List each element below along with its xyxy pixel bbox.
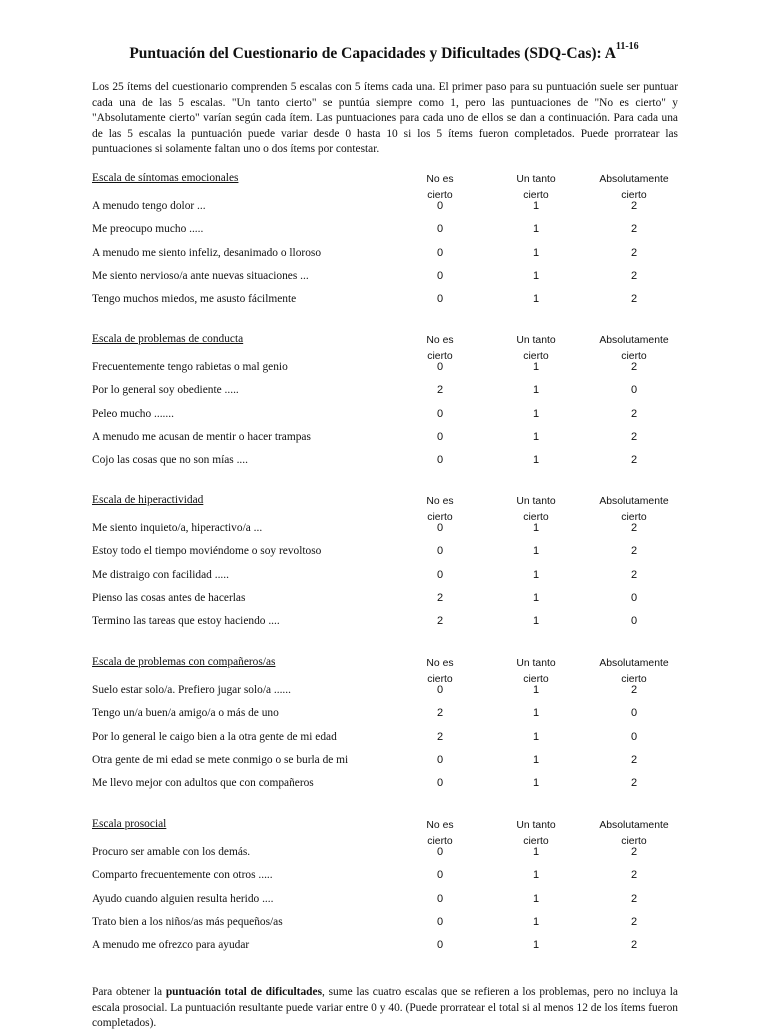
item-row (92, 846, 692, 869)
column-header-c1: No es cierto (426, 335, 454, 362)
item-score: 1 (532, 384, 540, 397)
item-score: 1 (532, 430, 540, 443)
item-label: Comparto frecuentemente con otros ..... (92, 869, 273, 882)
item-score: 1 (532, 915, 540, 928)
item-score: 2 (630, 246, 638, 259)
item-row (92, 731, 692, 754)
item-score: 0 (436, 568, 444, 581)
item-score: 0 (630, 730, 638, 743)
item-row (92, 247, 692, 270)
item-label: Cojo las cosas que no son mías .... (92, 454, 248, 467)
item-score: 2 (630, 846, 638, 858)
item-score: 2 (630, 361, 638, 373)
item-label: A menudo tengo dolor ... (92, 200, 206, 212)
item-row (92, 545, 692, 568)
item-label: Pienso las cosas antes de hacerlas (92, 591, 246, 604)
item-score: 2 (630, 407, 638, 420)
item-score: 2 (630, 753, 638, 766)
section-title: Escala de hiperactividad (92, 494, 204, 506)
section-header (92, 333, 692, 361)
section-title: Escala de problemas de conducta (92, 333, 244, 345)
item-label: Peleo mucho ....... (92, 407, 174, 420)
item-row (92, 408, 692, 431)
section-title: Escala de síntomas emocionales (92, 172, 239, 184)
item-score: 0 (436, 522, 444, 534)
item-row (92, 569, 692, 592)
item-label: Suelo estar solo/a. Prefiero jugar solo/a ...... (92, 684, 291, 696)
column-header-c1: No es cierto (426, 174, 454, 201)
item-score: 0 (436, 246, 444, 259)
item-row (92, 916, 692, 939)
item-label: Tengo un/a buen/a amigo/a o más de uno (92, 707, 279, 720)
item-row (92, 293, 692, 316)
item-label: Procuro ser amable con los demás. (92, 846, 251, 858)
item-row (92, 270, 692, 293)
item-row (92, 454, 692, 477)
section-header (92, 494, 692, 522)
item-score: 2 (630, 892, 638, 905)
item-score: 1 (532, 246, 540, 259)
item-score: 0 (630, 707, 638, 720)
column-header-c2: Un tanto cierto (516, 335, 556, 362)
item-row (92, 223, 692, 246)
column-header-c1: No es cierto (426, 658, 454, 685)
scale-section (92, 172, 692, 316)
item-row (92, 777, 692, 800)
item-score: 2 (630, 430, 638, 443)
item-row (92, 939, 692, 962)
item-row (92, 200, 692, 223)
item-row (92, 615, 692, 638)
item-score: 0 (436, 846, 444, 858)
section-title: Escala de problemas con compañeros/as (92, 656, 276, 668)
section-title: Escala prosocial (92, 818, 167, 830)
item-score: 1 (532, 730, 540, 743)
item-score: 1 (532, 522, 540, 534)
item-score: 2 (630, 522, 638, 534)
column-header-c1: No es cierto (426, 820, 454, 847)
item-score: 2 (436, 707, 444, 720)
column-header-c3: Absolutamente cierto (599, 174, 669, 201)
item-score: 2 (630, 684, 638, 696)
item-score: 1 (532, 407, 540, 420)
item-score: 1 (532, 615, 540, 628)
item-score: 2 (630, 269, 638, 282)
item-score: 1 (532, 293, 540, 306)
item-score: 0 (436, 753, 444, 766)
page-title: Puntuación del Cuestionario de Capacidades y Dificultades (SDQ-Cas): $A^{11-16}$ (129, 41, 639, 63)
item-score: 0 (436, 777, 444, 790)
item-row (92, 592, 692, 615)
item-label: Termino las tareas que estoy haciendo .... (92, 615, 280, 628)
item-score: 0 (436, 223, 444, 236)
intro-paragraph: Los 25 ítems del cuestionario comprenden 5 escalas con 5 ítems cada una. El primer paso para su puntuación suele ser puntuar cada una de las 5 escalas. "Un tanto cierto" se puntúa siempre como 1, pero las puntuaciones de "No es cierto" y "Absolutamente cierto" varían según cada ítem. Las puntuaciones para cada uno de ellos se dan a continuación. Para cada una de las 5 escalas la puntuación puede variar desde 0 hasta 10 si los 5 ítems fueron completados. Puede prorratear las puntuaciones si solamente faltan uno o dos ítems por contestar. (92, 81, 678, 156)
item-label: Por lo general le caigo bien a la otra gente de mi edad (92, 730, 337, 743)
item-row (92, 384, 692, 407)
item-score: 2 (630, 293, 638, 306)
item-score: 1 (532, 684, 540, 696)
item-row (92, 522, 692, 545)
item-label: A menudo me ofrezco para ayudar (92, 939, 250, 952)
total-difficulties-term: puntuación total de dificultades (165, 986, 322, 998)
item-score: 1 (532, 753, 540, 766)
item-label: Tengo muchos miedos, me asusto fácilmente (92, 293, 297, 306)
item-score: 1 (532, 545, 540, 558)
item-score: 0 (630, 591, 638, 604)
item-score: 1 (532, 568, 540, 581)
item-row (92, 361, 692, 384)
item-score: 0 (436, 545, 444, 558)
item-label: Me distraigo con facilidad ..... (92, 568, 229, 581)
item-score: 1 (532, 269, 540, 282)
item-score: 0 (436, 915, 444, 928)
item-row (92, 754, 692, 777)
item-label: Me siento nervioso/a ante nuevas situaciones ... (92, 269, 309, 282)
item-score: 0 (436, 200, 444, 212)
item-score: 2 (630, 777, 638, 790)
column-header-c2: Un tanto cierto (516, 174, 556, 201)
item-score: 2 (630, 939, 638, 952)
item-score: 2 (630, 545, 638, 558)
section-header (92, 818, 692, 846)
scale-section (92, 656, 692, 800)
column-header-c1: No es cierto (426, 496, 454, 523)
item-score: 1 (532, 777, 540, 790)
column-header-c2: Un tanto cierto (516, 820, 556, 847)
item-score: 1 (532, 892, 540, 905)
item-score: 2 (630, 915, 638, 928)
item-row (92, 893, 692, 916)
item-label: Por lo general soy obediente ..... (92, 384, 239, 397)
column-header-c2: Un tanto cierto (516, 658, 556, 685)
item-score: 1 (532, 200, 540, 212)
section-header (92, 656, 692, 684)
item-label: A menudo me siento infeliz, desanimado o lloroso (92, 246, 322, 259)
item-score: 2 (436, 591, 444, 604)
item-score: 0 (436, 293, 444, 306)
item-score: 1 (532, 846, 540, 858)
item-score: 0 (436, 269, 444, 282)
item-score: 0 (630, 615, 638, 628)
item-row (92, 707, 692, 730)
item-score: 0 (436, 361, 444, 373)
item-score: 2 (436, 615, 444, 628)
item-label: Ayudo cuando alguien resulta herido .... (92, 892, 274, 905)
item-score: 1 (532, 939, 540, 952)
item-row (92, 869, 692, 892)
item-score: 1 (532, 707, 540, 720)
item-row (92, 684, 692, 707)
item-score: 2 (436, 730, 444, 743)
item-score: 0 (436, 684, 444, 696)
scale-section (92, 818, 692, 962)
item-label: Trato bien a los niños/as más pequeños/as (92, 915, 283, 928)
scale-section (92, 333, 692, 477)
item-score: 1 (532, 591, 540, 604)
column-header-c3: Absolutamente cierto (599, 496, 669, 523)
item-score: 2 (630, 869, 638, 882)
footer-paragraph: Para obtener la puntuación total de dificultades, sume las cuatro escalas que se refieren a los problemas, pero no incluya la escala prosocial. La puntuación resultante puede variar entre 0 y 40. (Puede prorratear el total si al menos 12 de los ítems fueron completados). (92, 986, 678, 1030)
item-label: Otra gente de mi edad se mete conmigo o se burla de mi (92, 753, 349, 766)
item-score: 2 (630, 200, 638, 212)
item-score: 0 (436, 892, 444, 905)
item-label: A menudo me acusan de mentir o hacer trampas (92, 430, 311, 443)
section-header (92, 172, 692, 200)
column-header-c3: Absolutamente cierto (599, 658, 669, 685)
item-score: 2 (630, 223, 638, 236)
item-score: 1 (532, 869, 540, 882)
item-score: 2 (630, 454, 638, 467)
item-score: 1 (532, 454, 540, 467)
item-score: 0 (436, 407, 444, 420)
item-score: 1 (532, 223, 540, 236)
item-label: Me siento inquieto/a, hiperactivo/a ... (92, 522, 263, 534)
item-row (92, 431, 692, 454)
item-label: Me preocupo mucho ..... (92, 223, 204, 236)
item-score: 0 (436, 430, 444, 443)
column-header-c3: Absolutamente cierto (599, 335, 669, 362)
item-score: 2 (436, 384, 444, 397)
item-score: 0 (436, 939, 444, 952)
column-header-c2: Un tanto cierto (516, 496, 556, 523)
item-score: 1 (532, 361, 540, 373)
item-label: Estoy todo el tiempo moviéndome o soy revoltoso (92, 545, 322, 558)
item-label: Me llevo mejor con adultos que con compañeros (92, 777, 314, 790)
item-score: 2 (630, 568, 638, 581)
column-header-c3: Absolutamente cierto (599, 820, 669, 847)
item-label: Frecuentemente tengo rabietas o mal genio (92, 361, 288, 373)
item-score: 0 (436, 869, 444, 882)
item-score: 0 (436, 454, 444, 467)
item-score: 0 (630, 384, 638, 397)
age-range-superscript: 11-16 (615, 41, 639, 52)
scale-section (92, 494, 692, 638)
